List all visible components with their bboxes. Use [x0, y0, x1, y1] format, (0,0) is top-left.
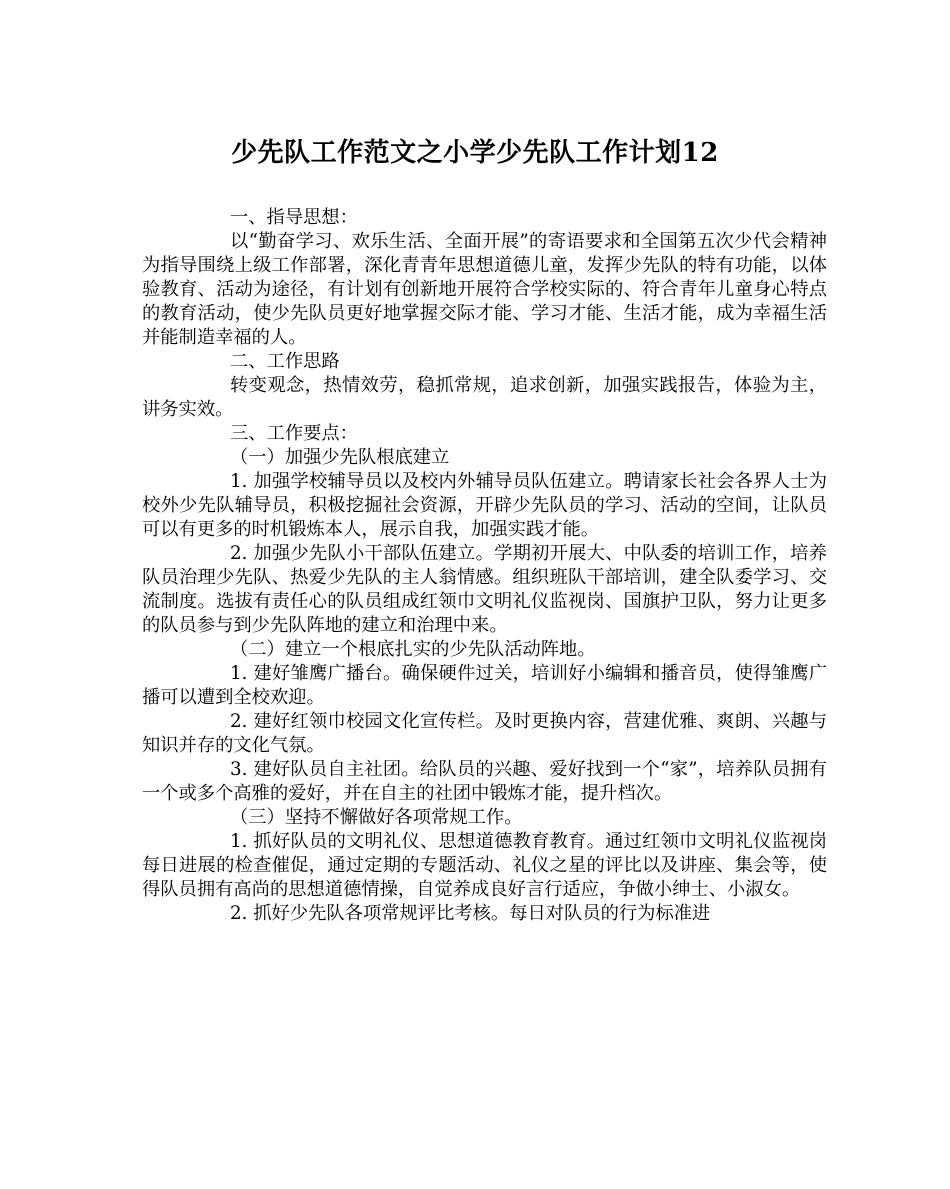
paragraph: 以“勤奋学习、欢乐生活、全面开展”的寄语要求和全国第五次少代会精神为指导围绕上级工作部署，深化青青年思想道德儿童，发挥少先队的特有功能，以体验教育、活动为途径，有计划有创新地开展符合学校实际的、符合青年儿童身心特点的教育活动，使少先队员更好地掌握交际才能、学习才能、生活才能，成为幸福生活并能制造幸福的人。 [142, 231, 827, 348]
paragraph: 1. 建好雏鹰广播台。确保硬件过关，培训好小编辑和播音员，使得雏鹰广播可以遭到全校欢迎。 [142, 663, 827, 708]
document-title: 少先队工作范文之小学少先队工作计划12 [231, 138, 719, 168]
paragraph: 2. 建好红领巾校园文化宣传栏。及时更换内容，营建优雅、爽朗、兴趣与知识并存的文化气氛。 [142, 711, 827, 756]
document-body [142, 206, 827, 926]
heading-work-approach: 二、工作思路 [230, 351, 340, 372]
heading-guiding-ideology: 一、指导思想： [230, 207, 358, 228]
paragraph: 1. 抓好队员的文明礼仪、思想道德教育教育。通过红领巾文明礼仪监视岗每日进展的检查催促，通过定期的专题活动、礼仪之星的评比以及讲座、集会等，使得队员拥有高尚的思想道德情操，自觉养成良好言行适应，争做小绅士、小淑女。 [142, 831, 827, 900]
paragraph: 2. 加强少先队小干部队伍建立。学期初开展大、中队委的培训工作，培养队员治理少先队、热爱少先队的主人翁情感。组织班队干部培训，建全队委学习、交流制度。选拔有责任心的队员组成红领巾文明礼仪监视岗、国旗护卫队，努力让更多的队员参与到少先队阵地的建立和治理中来。 [142, 543, 827, 636]
heading-work-points: 三、工作要点： [230, 423, 358, 444]
subheading: （二）建立一个根底扎实的少先队活动阵地。 [230, 639, 596, 660]
subheading: （三）坚持不懈做好各项常规工作。 [230, 807, 523, 828]
paragraph: 3. 建好队员自主社团。给队员的兴趣、爱好找到一个“家”，培养队员拥有一个或多个高雅的爱好，并在自主的社团中锻炼才能，提升档次。 [142, 759, 827, 804]
paragraph: 转变观念，热情效劳，稳抓常规，追求创新，加强实践报告，体验为主，讲务实效。 [142, 375, 827, 420]
subheading: （一）加强少先队根底建立 [230, 447, 450, 468]
paragraph: 2. 抓好少先队各项常规评比考核。每日对队员的行为标准进 [230, 903, 711, 924]
paragraph: 1. 加强学校辅导员以及校内外辅导员队伍建立。聘请家长社会各界人士为校外少先队辅导员，积极挖掘社会资源，开辟少先队员的学习、活动的空间，让队员可以有更多的时机锻炼本人，展示自我，加强实践才能。 [142, 471, 827, 540]
